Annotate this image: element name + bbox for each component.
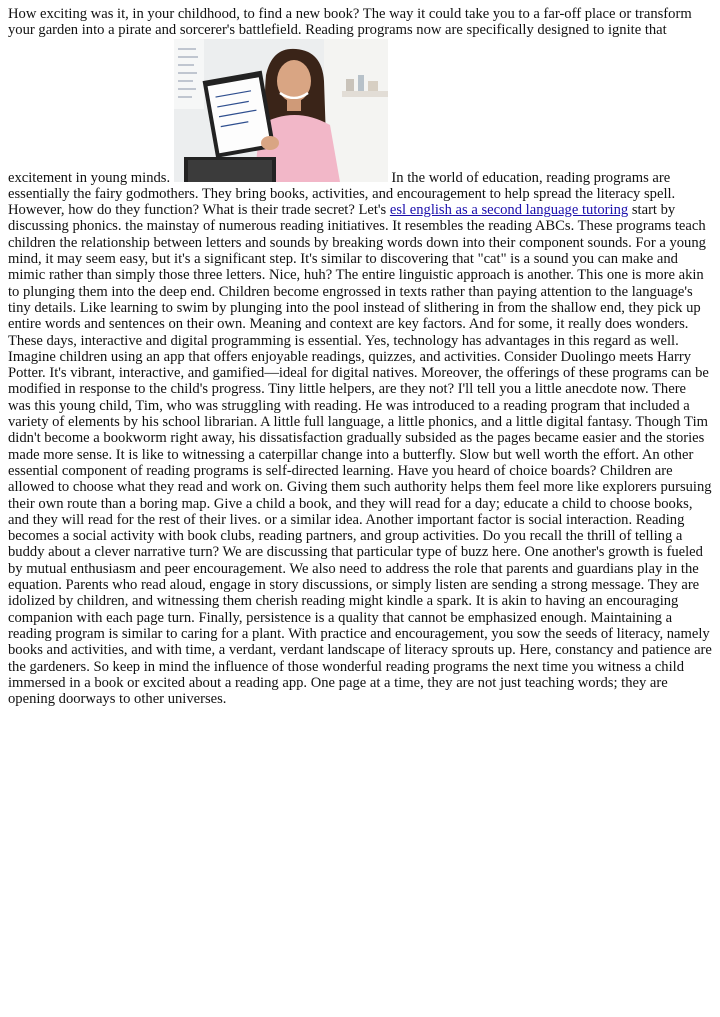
tutor-photo	[174, 39, 388, 182]
article-text-continued: In the world of education, reading programs are essentially the fairy godmothers. They bring books, activities, and encouragement to help spread the literacy spell. However, how do they function? What is their trade secret? Let's	[8, 169, 676, 219]
article-text-main: start by discussing phonics. the mainstay of numerous reading initiatives. It resembles the reading ABCs. These programs teach children the relationship between letters and sounds by breaking words down into their component sounds. For a young mind, it may seem easy, but it's a significant step. It's similar to discovering that "cat" is a sound you can make and mimic rather than simply those three letters. Nice, huh? The entire linguistic approach is another. This one is more akin to plunging them into the deep end. Children become engrossed in texts rather than paying attention to the language's tiny details. Like learning to swim by plunging into the pool instead of slithering in from the shallow end, they pick up entire words and sentences on their own. Meaning and context are key factors. And for some, it really does wonders. These days, interactive and digital programming is essential. Yes, technology has advantages in this regard as well. Imagine children using an app that offers enjoyable readings, quizzes, and activities. Consider Duolingo meets Harry Potter. It's vibrant, interactive, and gamified—ideal for digital natives. Moreover, the offerings of these programs can be modified in response to the child's progress. Tiny little helpers, are they not? I'll tell you a little anecdote now. There was this young child, Tim, who was struggling with reading. He was introduced to a reading program that included a variety of elements by his school librarian. A little full language, a little phonics, and a little digital fantasy. Though Tim didn't become a bookworm right away, his dissatisfaction gradually subsided as the pages became easier and the stories made more sense. It is like to witnessing a caterpillar change into a butterfly. Slow but well worth the effort. An other essential component of reading programs is self-directed learning. Have you heard of choice boards? Children are allowed to choose what they read and work on. Giving them such authority helps them feel more like explorers pursuing their own route than a boring map. Give a child a book, and they will read for a day; educate a child to choose books, and they will read for the rest of their lives. or a similar idea. Another important factor is social interaction. Reading becomes a social activity with book clubs, reading partners, and group activities. Do you recall the thrill of telling a buddy about a clever narrative turn? We are discussing that particular type of buzz here. One another's growth is fueled by mutual enthusiasm and peer encouragement. We also need to address the role that parents and guardians play in the equation. Parents who read aloud, engage in story discussions, or simply listen are sending a strong message. They are idolized by children, and witnessing them cherish reading might kindle a spark. It is akin to having an encouraging companion with each page turn. Finally, persistence is a quality that cannot be emphasized enough. Maintaining a reading program is similar to caring for a plant. With practice and encouragement, you sow the seeds of literacy, namely books and activities, and with time, a verdant, verdant landscape of literacy sprouts up. Here, constancy and patience are the gardeners. So keep in mind the influence of those wonderful reading programs the next time you witness a child immersed in a book or excited about a reading app. One page at a time, they are not just teaching words; they are opening doorways to other universes.	[8, 202, 712, 708]
article-paragraph	[8, 6, 712, 707]
article-text-intro: How exciting was it, in your childhood, to find a new book? The way it could take you to a far-off place or transform your garden into a pirate and sorcerer's battlefield. Reading programs now are specifically designed to ignite that excitement in young minds.	[8, 6, 692, 186]
esl-tutoring-link[interactable]: esl english as a second language tutoring	[389, 202, 629, 219]
article-body	[8, 6, 712, 707]
